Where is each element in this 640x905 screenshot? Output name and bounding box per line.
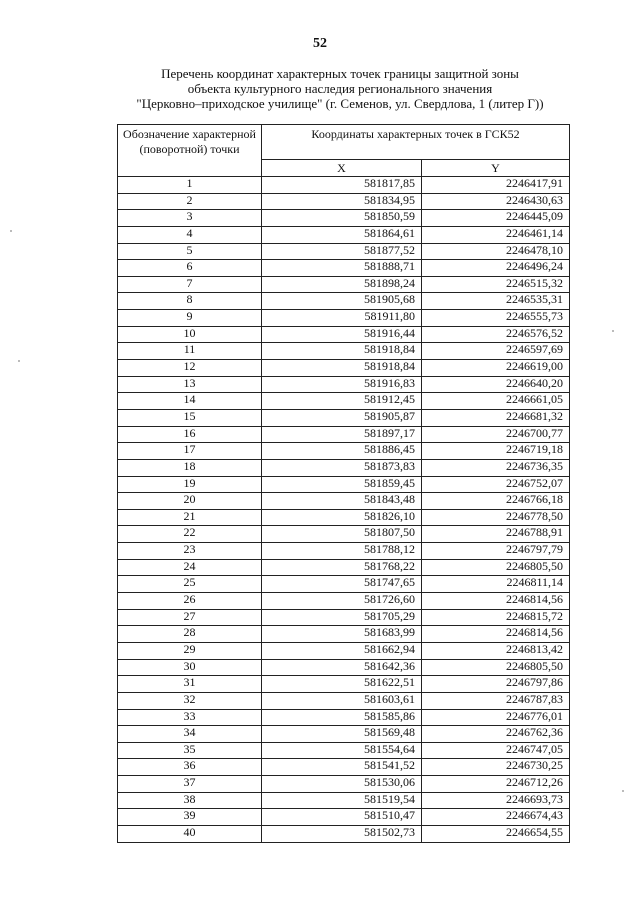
- y-coordinate-cell: 2246747,05: [422, 742, 570, 759]
- point-number-cell: 34: [118, 726, 262, 743]
- table-row: [118, 459, 570, 476]
- header-y: Y: [422, 160, 570, 177]
- table-row: [118, 226, 570, 243]
- y-coordinate-cell: 2246778,50: [422, 509, 570, 526]
- scan-speck: [18, 360, 20, 362]
- table-row: [118, 493, 570, 510]
- point-number-cell: 28: [118, 626, 262, 643]
- table-row: [118, 809, 570, 826]
- y-coordinate-cell: 2246752,07: [422, 476, 570, 493]
- y-coordinate-cell: 2246417,91: [422, 177, 570, 194]
- x-coordinate-cell: 581705,29: [262, 609, 422, 626]
- point-number-cell: 13: [118, 376, 262, 393]
- point-number-cell: 26: [118, 593, 262, 610]
- x-coordinate-cell: 581916,83: [262, 376, 422, 393]
- table-row: [118, 692, 570, 709]
- point-number-cell: 32: [118, 692, 262, 709]
- x-coordinate-cell: 581859,45: [262, 476, 422, 493]
- y-coordinate-cell: 2246805,50: [422, 659, 570, 676]
- point-number-cell: 38: [118, 792, 262, 809]
- table-row: [118, 293, 570, 310]
- y-coordinate-cell: 2246681,32: [422, 409, 570, 426]
- x-coordinate-cell: 581918,84: [262, 360, 422, 377]
- x-coordinate-cell: 581502,73: [262, 825, 422, 842]
- y-coordinate-cell: 2246814,56: [422, 593, 570, 610]
- x-coordinate-cell: 581886,45: [262, 443, 422, 460]
- x-coordinate-cell: 581826,10: [262, 509, 422, 526]
- y-coordinate-cell: 2246535,31: [422, 293, 570, 310]
- x-coordinate-cell: 581530,06: [262, 776, 422, 793]
- point-number-cell: 33: [118, 709, 262, 726]
- x-coordinate-cell: 581834,95: [262, 193, 422, 210]
- table-row: [118, 343, 570, 360]
- y-coordinate-cell: 2246445,09: [422, 210, 570, 227]
- x-coordinate-cell: 581585,86: [262, 709, 422, 726]
- header-x: X: [262, 160, 422, 177]
- table-body: [118, 177, 570, 843]
- y-coordinate-cell: 2246461,14: [422, 226, 570, 243]
- table-row: [118, 509, 570, 526]
- y-coordinate-cell: 2246430,63: [422, 193, 570, 210]
- x-coordinate-cell: 581541,52: [262, 759, 422, 776]
- x-coordinate-cell: 581905,68: [262, 293, 422, 310]
- point-number-cell: 21: [118, 509, 262, 526]
- point-number-cell: 4: [118, 226, 262, 243]
- x-coordinate-cell: 581916,44: [262, 326, 422, 343]
- table-row: [118, 210, 570, 227]
- point-number-cell: 1: [118, 177, 262, 194]
- table-row: [118, 409, 570, 426]
- table-row: [118, 526, 570, 543]
- x-coordinate-cell: 581519,54: [262, 792, 422, 809]
- x-coordinate-cell: 581788,12: [262, 543, 422, 560]
- table-row: [118, 742, 570, 759]
- y-coordinate-cell: 2246766,18: [422, 493, 570, 510]
- point-number-cell: 20: [118, 493, 262, 510]
- y-coordinate-cell: 2246576,52: [422, 326, 570, 343]
- table-row: [118, 659, 570, 676]
- point-number-cell: 16: [118, 426, 262, 443]
- y-coordinate-cell: 2246640,20: [422, 376, 570, 393]
- table-row: [118, 360, 570, 377]
- x-coordinate-cell: 581603,61: [262, 692, 422, 709]
- table-row: [118, 759, 570, 776]
- x-coordinate-cell: 581726,60: [262, 593, 422, 610]
- table-row: [118, 393, 570, 410]
- x-coordinate-cell: 581768,22: [262, 559, 422, 576]
- y-coordinate-cell: 2246730,25: [422, 759, 570, 776]
- point-number-cell: 12: [118, 360, 262, 377]
- x-coordinate-cell: 581873,83: [262, 459, 422, 476]
- y-coordinate-cell: 2246654,55: [422, 825, 570, 842]
- point-number-cell: 2: [118, 193, 262, 210]
- y-coordinate-cell: 2246674,43: [422, 809, 570, 826]
- y-coordinate-cell: 2246788,91: [422, 526, 570, 543]
- x-coordinate-cell: 581554,64: [262, 742, 422, 759]
- table-row: [118, 426, 570, 443]
- y-coordinate-cell: 2246814,56: [422, 626, 570, 643]
- x-coordinate-cell: 581898,24: [262, 276, 422, 293]
- point-number-cell: 10: [118, 326, 262, 343]
- table-row: [118, 726, 570, 743]
- scan-speck: [622, 790, 624, 792]
- point-number-cell: 24: [118, 559, 262, 576]
- point-number-cell: 36: [118, 759, 262, 776]
- table-row: [118, 776, 570, 793]
- y-coordinate-cell: 2246700,77: [422, 426, 570, 443]
- y-coordinate-cell: 2246815,72: [422, 609, 570, 626]
- table-row: [118, 792, 570, 809]
- y-coordinate-cell: 2246619,00: [422, 360, 570, 377]
- point-number-cell: 6: [118, 260, 262, 277]
- x-coordinate-cell: 581864,61: [262, 226, 422, 243]
- y-coordinate-cell: 2246811,14: [422, 576, 570, 593]
- y-coordinate-cell: 2246787,83: [422, 692, 570, 709]
- table-row: [118, 243, 570, 260]
- y-coordinate-cell: 2246776,01: [422, 709, 570, 726]
- x-coordinate-cell: 581911,80: [262, 310, 422, 327]
- point-number-cell: 31: [118, 676, 262, 693]
- x-coordinate-cell: 581642,36: [262, 659, 422, 676]
- y-coordinate-cell: 2246496,24: [422, 260, 570, 277]
- header-point-designation: Обозначение характерной (поворотной) точки: [118, 125, 262, 177]
- point-number-cell: 7: [118, 276, 262, 293]
- y-coordinate-cell: 2246736,35: [422, 459, 570, 476]
- point-number-cell: 37: [118, 776, 262, 793]
- x-coordinate-cell: 581569,48: [262, 726, 422, 743]
- y-coordinate-cell: 2246555,73: [422, 310, 570, 327]
- table-row: [118, 642, 570, 659]
- x-coordinate-cell: 581747,65: [262, 576, 422, 593]
- page-number: 52: [313, 36, 327, 51]
- point-number-cell: 40: [118, 825, 262, 842]
- y-coordinate-cell: 2246693,73: [422, 792, 570, 809]
- table-row: [118, 260, 570, 277]
- point-number-cell: 18: [118, 459, 262, 476]
- y-coordinate-cell: 2246805,50: [422, 559, 570, 576]
- table-row: [118, 709, 570, 726]
- point-number-cell: 23: [118, 543, 262, 560]
- point-number-cell: 19: [118, 476, 262, 493]
- point-number-cell: 22: [118, 526, 262, 543]
- y-coordinate-cell: 2246797,86: [422, 676, 570, 693]
- coordinates-table: [117, 124, 570, 843]
- table-row: [118, 609, 570, 626]
- table-row: [118, 576, 570, 593]
- table-row: [118, 310, 570, 327]
- document-title: [60, 66, 620, 111]
- y-coordinate-cell: 2246661,05: [422, 393, 570, 410]
- point-number-cell: 17: [118, 443, 262, 460]
- point-number-cell: 3: [118, 210, 262, 227]
- title-line-2: объекта культурного наследия регионального значения: [187, 81, 493, 96]
- table-row: [118, 559, 570, 576]
- header-coordinates-group: Координаты характерных точек в ГСК52: [262, 125, 570, 160]
- point-number-cell: 29: [118, 642, 262, 659]
- table-row: [118, 825, 570, 842]
- x-coordinate-cell: 581918,84: [262, 343, 422, 360]
- point-number-cell: 5: [118, 243, 262, 260]
- table-row: [118, 593, 570, 610]
- point-number-cell: 9: [118, 310, 262, 327]
- title-line-1: Перечень координат характерных точек границы защитной зоны: [161, 66, 519, 81]
- y-coordinate-cell: 2246712,26: [422, 776, 570, 793]
- y-coordinate-cell: 2246597,69: [422, 343, 570, 360]
- y-coordinate-cell: 2246813,42: [422, 642, 570, 659]
- point-number-cell: 11: [118, 343, 262, 360]
- x-coordinate-cell: 581877,52: [262, 243, 422, 260]
- table-row: [118, 476, 570, 493]
- x-coordinate-cell: 581912,45: [262, 393, 422, 410]
- table-row: [118, 626, 570, 643]
- x-coordinate-cell: 581622,51: [262, 676, 422, 693]
- x-coordinate-cell: 581843,48: [262, 493, 422, 510]
- point-number-cell: 27: [118, 609, 262, 626]
- table-row: [118, 326, 570, 343]
- point-number-cell: 15: [118, 409, 262, 426]
- y-coordinate-cell: 2246762,36: [422, 726, 570, 743]
- x-coordinate-cell: 581807,50: [262, 526, 422, 543]
- x-coordinate-cell: 581683,99: [262, 626, 422, 643]
- scan-speck: [10, 230, 12, 232]
- x-coordinate-cell: 581888,71: [262, 260, 422, 277]
- table-row: [118, 676, 570, 693]
- point-number-cell: 30: [118, 659, 262, 676]
- point-number-cell: 25: [118, 576, 262, 593]
- y-coordinate-cell: 2246515,32: [422, 276, 570, 293]
- table-row: [118, 376, 570, 393]
- y-coordinate-cell: 2246797,79: [422, 543, 570, 560]
- x-coordinate-cell: 581510,47: [262, 809, 422, 826]
- x-coordinate-cell: 581850,59: [262, 210, 422, 227]
- x-coordinate-cell: 581817,85: [262, 177, 422, 194]
- point-number-cell: 8: [118, 293, 262, 310]
- title-line-3: "Церковно–приходское училище" (г. Семенов, ул. Свердлова, 1 (литер Г)): [136, 96, 544, 111]
- point-number-cell: 14: [118, 393, 262, 410]
- table-row: [118, 193, 570, 210]
- x-coordinate-cell: 581905,87: [262, 409, 422, 426]
- table-row: [118, 443, 570, 460]
- y-coordinate-cell: 2246719,18: [422, 443, 570, 460]
- y-coordinate-cell: 2246478,10: [422, 243, 570, 260]
- scan-speck: [612, 330, 614, 332]
- table-row: [118, 276, 570, 293]
- table-row: [118, 543, 570, 560]
- point-number-cell: 39: [118, 809, 262, 826]
- x-coordinate-cell: 581897,17: [262, 426, 422, 443]
- point-number-cell: 35: [118, 742, 262, 759]
- x-coordinate-cell: 581662,94: [262, 642, 422, 659]
- table-row: [118, 177, 570, 194]
